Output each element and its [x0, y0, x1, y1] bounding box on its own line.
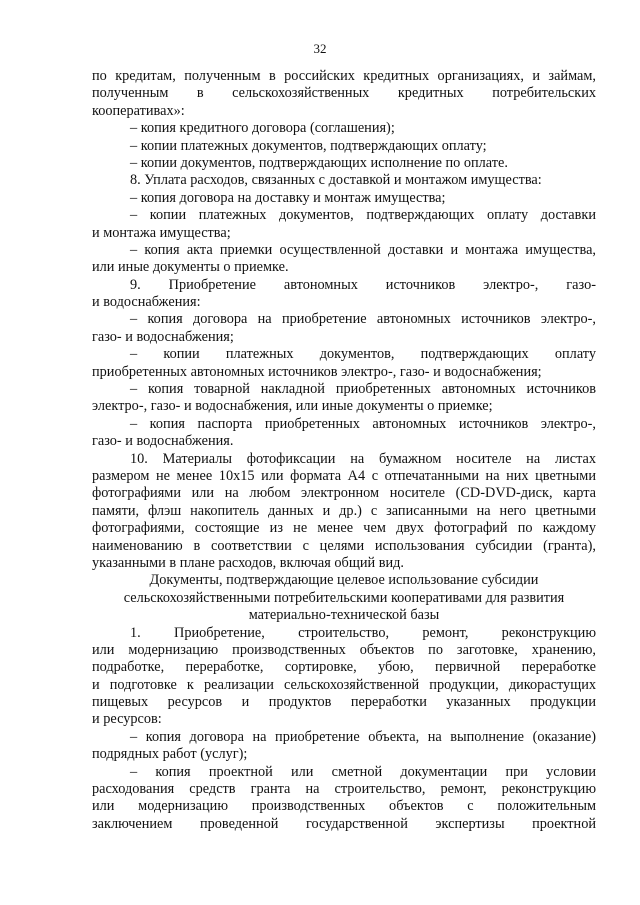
text-line: – копии платежных документов, подтверждающих оплату доставки: [130, 207, 596, 224]
text-line: 9. Приобретение автономных источников электро-, газо-: [130, 276, 596, 293]
text-line: наименованию в соответствии с целями использования субсидии (гранта),: [92, 537, 596, 554]
text-line: и монтажа имущества;: [92, 224, 231, 241]
text-line: 8. Уплата расходов, связанных с доставкой и монтажом имущества:: [130, 172, 542, 189]
text-line: – копии документов, подтверждающих исполнение по оплате.: [130, 154, 508, 171]
text-line: указанными в плане расходов, включая общий вид.: [92, 554, 404, 571]
text-line: – копии платежных документов, подтверждающих оплату;: [130, 137, 487, 154]
text-line: – копия договора на приобретение автономных источников электро-,: [130, 311, 596, 328]
text-line: – копия договора на доставку и монтаж имущества;: [130, 189, 446, 206]
section-heading-line: Документы, подтверждающие целевое использование субсидии: [149, 572, 539, 589]
text-line: электро-, газо- и водоснабжения, или иные документы о приемке;: [92, 398, 493, 415]
text-line: – копия проектной или сметной документации при условии: [130, 763, 596, 780]
text-line: пищевых ресурсов и продуктов переработки указанных продукции: [92, 694, 596, 711]
text-line: фотографиями, состоящие из не менее чем двух фотографий по каждому: [92, 520, 596, 537]
text-line: памяти, флэш накопитель данных и др.) с записанными на него цветными: [92, 502, 596, 519]
text-line: по кредитам, полученным в российских кредитных организациях, и займам,: [92, 68, 596, 84]
text-line: – копия товарной накладной приобретенных автономных источников: [130, 381, 596, 398]
text-line: или иные документы о приемке.: [92, 259, 289, 276]
text-line: газо- и водоснабжения;: [92, 328, 234, 345]
text-line: или модернизацию производственных объектов по заготовке, хранению,: [92, 641, 596, 658]
text-line: и подготовке к реализации сельскохозяйственной продукции, дикорастущих: [92, 676, 596, 693]
text-line: 10. Материалы фотофиксации на бумажном носителе на листах: [130, 450, 596, 467]
text-line: – копия кредитного договора (соглашения);: [130, 120, 395, 137]
section-heading-line: сельскохозяйственными потребительскими кооперативами для развития: [123, 589, 565, 606]
document-body: [92, 68, 596, 833]
text-line: подработке, переработке, сортировке, убою, первичной переработке: [92, 659, 596, 676]
page-number: 32: [313, 41, 327, 56]
text-line: фотографиями или на любом электронном носителе (CD-DVD-диск, карта: [92, 485, 596, 502]
text-line: приобретенных автономных источников электро-, газо- и водоснабжения;: [92, 363, 542, 380]
text-line: расходования средств гранта на строительство, ремонт, реконструкцию: [92, 781, 596, 798]
text-line: или модернизацию производственных объектов с положительным: [92, 798, 596, 815]
text-line: подрядных работ (услуг);: [92, 746, 248, 763]
text-line: кооперативах»:: [92, 102, 185, 119]
text-line: – копия паспорта приобретенных автономных источников электро-,: [130, 415, 596, 432]
text-line: и водоснабжения:: [92, 294, 201, 311]
text-line: – копия договора на приобретение объекта, на выполнение (оказание): [130, 728, 596, 745]
text-line: полученным в сельскохозяйственных кредитных потребительских: [92, 85, 596, 102]
text-line: и ресурсов:: [92, 711, 162, 728]
text-line: размером не менее 10х15 или формата А4 с отпечатанными на них цветными: [92, 467, 596, 484]
text-line: – копии платежных документов, подтверждающих оплату: [130, 346, 596, 363]
text-line: 1. Приобретение, строительство, ремонт, реконструкцию: [130, 624, 596, 641]
text-line: газо- и водоснабжения.: [92, 433, 234, 450]
text-line: – копия акта приемки осуществленной доставки и монтажа имущества,: [130, 241, 596, 258]
section-heading-line: материально-технической базы: [248, 607, 440, 624]
text-line: заключением проведенной государственной экспертизы проектной: [92, 815, 596, 832]
